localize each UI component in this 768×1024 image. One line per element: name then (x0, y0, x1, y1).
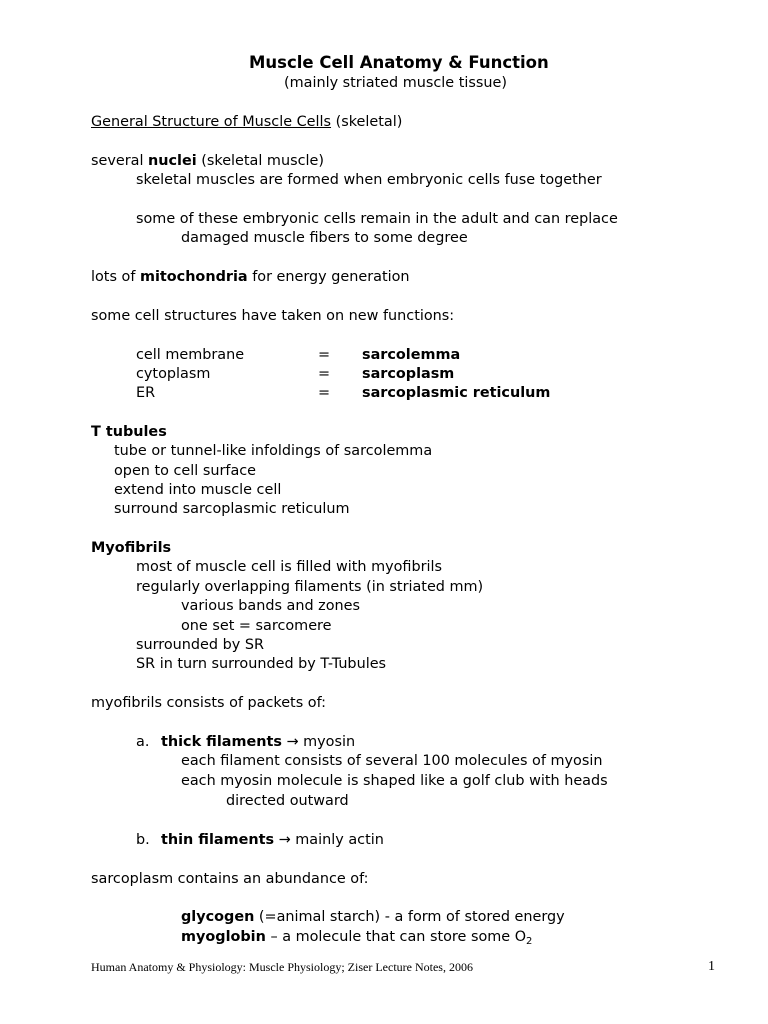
packet-a-detail: directed outward (226, 793, 349, 809)
function-row-eq: = (318, 385, 331, 401)
page-number: 1 (708, 959, 715, 974)
footer-text: Human Anatomy & Physiology: Muscle Physiology; Ziser Lecture Notes, 2006 (91, 960, 473, 974)
mito-prefix: lots of (91, 269, 140, 285)
page-subtitle: (mainly striated muscle tissue) (284, 75, 507, 91)
mito-suffix: for energy generation (247, 269, 410, 285)
myofibrils-heading: Myofibrils (91, 540, 172, 556)
packet-a-detail: each myosin molecule is shaped like a golf club with heads (181, 773, 608, 789)
ttubules-heading: T tubules (91, 424, 167, 440)
packet-a-detail: each filament consists of several 100 molecules of myosin (181, 753, 603, 769)
nuclei-line (91, 152, 324, 171)
packet-b-line (161, 831, 384, 850)
myofibrils-line: regularly overlapping filaments (in striated mm) (136, 579, 484, 595)
packet-b-rest: mainly actin (290, 832, 384, 848)
section-heading-text: General Structure of Muscle Cells (91, 114, 332, 130)
myofibrils-line: surrounded by SR (136, 637, 264, 653)
function-row-right: sarcoplasm (362, 366, 455, 382)
section-heading-suffix: (skeletal) (331, 114, 403, 130)
arrow-right-icon: → (278, 832, 291, 848)
myofibrils-line: most of muscle cell is filled with myofibrils (136, 559, 443, 575)
myoglobin-line (181, 928, 532, 947)
ttubules-item: tube or tunnel-like infoldings of sarcolemma (114, 443, 433, 459)
nuclei-detail-1: skeletal muscles are formed when embryonic cells fuse together (136, 172, 602, 188)
function-row-left: cell membrane (136, 347, 245, 363)
myofibrils-line: one set = sarcomere (181, 618, 332, 634)
packet-b-term: thin filaments (161, 832, 275, 848)
page-title: Muscle Cell Anatomy & Function (249, 53, 549, 72)
sarcoplasm-intro: sarcoplasm contains an abundance of: (91, 871, 369, 887)
myofibrils-line: SR in turn surrounded by T-Tubules (136, 656, 387, 672)
function-row-right: sarcolemma (362, 347, 461, 363)
function-row-left: ER (136, 385, 156, 401)
nuclei-term: nuclei (148, 153, 197, 169)
ttubules-item: extend into muscle cell (114, 482, 282, 498)
mitochondria-line (91, 268, 410, 287)
section-heading (91, 113, 402, 132)
nuclei-detail-3: damaged muscle fibers to some degree (181, 230, 468, 246)
myoglobin-rest: – a molecule that can store some O (265, 929, 527, 945)
glycogen-term: glycogen (181, 909, 255, 925)
function-row-right: sarcoplasmic reticulum (362, 385, 551, 401)
oxygen-subscript: 2 (526, 936, 533, 947)
arrow-right-icon: → (286, 734, 299, 750)
ttubules-item: open to cell surface (114, 463, 257, 479)
function-row-eq: = (318, 347, 331, 363)
function-row-eq: = (318, 366, 331, 382)
nuclei-detail-2: some of these embryonic cells remain in the adult and can replace (136, 211, 618, 227)
mito-term: mitochondria (139, 269, 248, 285)
myofibrils-line: various bands and zones (181, 598, 361, 614)
packet-a-line (161, 733, 355, 752)
packets-intro: myofibrils consists of packets of: (91, 695, 326, 711)
packet-a-label: a. (136, 734, 150, 750)
nuclei-prefix: several (91, 153, 149, 169)
packet-a-rest: myosin (298, 734, 356, 750)
nuclei-suffix: (skeletal muscle) (196, 153, 324, 169)
ttubules-item: surround sarcoplasmic reticulum (114, 501, 350, 517)
glycogen-line (181, 908, 565, 927)
packet-b-label: b. (136, 832, 150, 848)
myoglobin-term: myoglobin (181, 929, 266, 945)
glycogen-rest: (=animal starch) - a form of stored energy (254, 909, 565, 925)
function-row-left: cytoplasm (136, 366, 211, 382)
packet-a-term: thick filaments (161, 734, 282, 750)
functions-intro: some cell structures have taken on new functions: (91, 308, 455, 324)
